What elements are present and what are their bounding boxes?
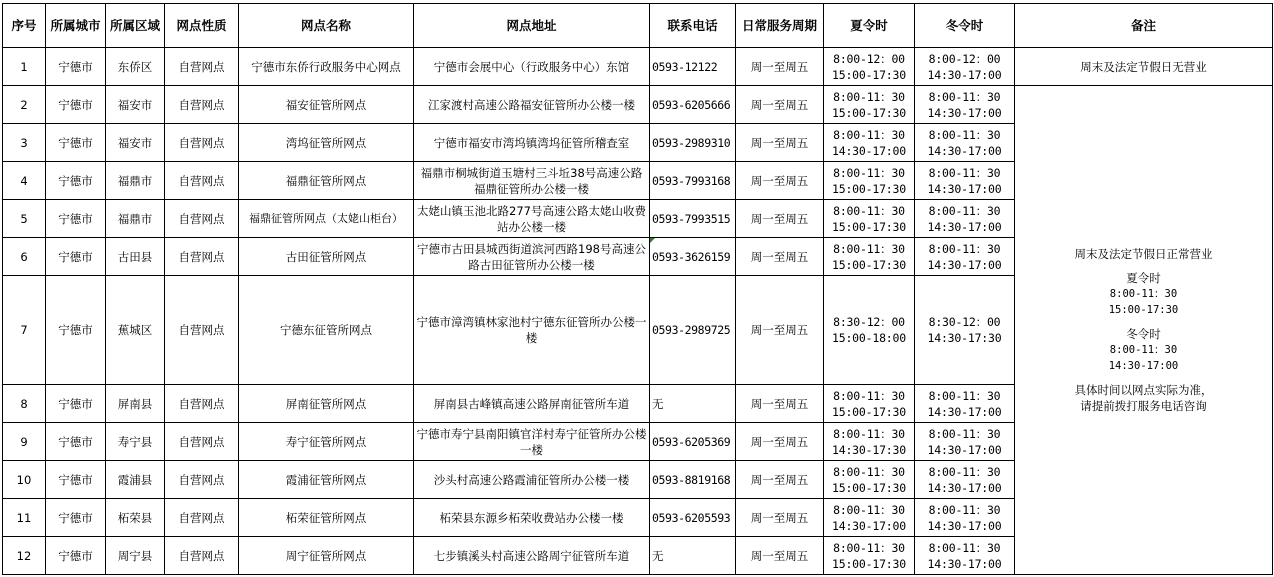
note-tip-line2: 请提前拨打服务电话咨询 <box>1080 399 1207 413</box>
summer-am: 8:00-11：30 <box>833 502 905 517</box>
cell-cycle: 周一至周五 <box>736 537 824 575</box>
cell-no: 12 <box>3 537 46 575</box>
cell-city: 宁德市 <box>46 200 106 238</box>
cell-no: 11 <box>3 499 46 537</box>
cell-summer <box>824 461 915 499</box>
cell-summer <box>824 48 915 86</box>
col-header-city: 所属城市 <box>46 4 106 48</box>
summer-pm: 15:00-17:30 <box>832 556 906 571</box>
cell-area: 东侨区 <box>106 48 165 86</box>
cell-cycle: 周一至周五 <box>736 200 824 238</box>
winter-pm: 14:30-17:00 <box>927 181 1002 196</box>
cell-city: 宁德市 <box>46 385 106 423</box>
summer-am: 8:00-11：30 <box>833 540 905 555</box>
cell-area: 霞浦县 <box>106 461 165 499</box>
cell-city: 宁德市 <box>46 124 106 162</box>
cell-name: 霞浦征管所网点 <box>239 461 414 499</box>
cell-winter <box>915 499 1015 537</box>
cell-type: 自营网点 <box>165 200 239 238</box>
cell-area: 周宁县 <box>106 537 165 575</box>
cell-area: 寿宁县 <box>106 423 165 461</box>
col-header-address: 网点地址 <box>414 4 650 48</box>
cell-cycle: 周一至周五 <box>736 48 824 86</box>
cell-type: 自营网点 <box>165 461 239 499</box>
cell-phone: 0593-3626159 <box>650 238 736 276</box>
summer-pm: 14:30-17:00 <box>832 518 906 533</box>
summer-pm: 15:00-17:30 <box>832 257 906 272</box>
cell-no: 8 <box>3 385 46 423</box>
note-summer-pm: 15:00-17:30 <box>1108 304 1179 316</box>
winter-pm: 14:30-17:00 <box>927 67 1002 82</box>
summer-am: 8:00-11：30 <box>833 165 905 180</box>
cell-city: 宁德市 <box>46 537 106 575</box>
cell-summer <box>824 124 915 162</box>
cell-name: 福鼎征管所网点 <box>239 162 414 200</box>
summer-pm: 14:30-17:00 <box>832 143 906 158</box>
cell-summer <box>824 385 915 423</box>
cell-address: 宁德市福安市湾坞镇湾坞征管所稽查室 <box>414 124 650 162</box>
cell-winter <box>915 86 1015 124</box>
cell-no: 4 <box>3 162 46 200</box>
cell-city: 宁德市 <box>46 48 106 86</box>
cell-cycle: 周一至周五 <box>736 423 824 461</box>
winter-am: 8:00-11：30 <box>928 502 1001 517</box>
summer-am: 8:00-11：30 <box>833 89 905 104</box>
cell-winter <box>915 385 1015 423</box>
cell-phone: 0593-6205593 <box>650 499 736 537</box>
cell-name: 柘荣征管所网点 <box>239 499 414 537</box>
cell-phone: 0593-2989725 <box>650 276 736 385</box>
winter-am: 8:00-11：30 <box>928 165 1001 180</box>
col-header-no: 序号 <box>3 4 46 48</box>
cell-area: 蕉城区 <box>106 276 165 385</box>
winter-am: 8:00-11：30 <box>928 464 1001 479</box>
cell-address: 宁德市漳湾镇林家池村宁德东征管所办公楼一楼 <box>414 276 650 385</box>
cell-name: 湾坞征管所网点 <box>239 124 414 162</box>
cell-winter <box>915 200 1015 238</box>
cell-summer <box>824 276 915 385</box>
summer-pm: 15:00-18:00 <box>832 331 906 345</box>
cell-winter <box>915 238 1015 276</box>
cell-type: 自营网点 <box>165 86 239 124</box>
winter-pm: 14:30-17:00 <box>927 257 1002 272</box>
cell-phone: 无 <box>650 385 736 423</box>
note-winter-pm: 14:30-17:00 <box>1108 360 1179 372</box>
col-header-summer: 夏令时 <box>824 4 915 48</box>
cell-no: 5 <box>3 200 46 238</box>
cell-city: 宁德市 <box>46 423 106 461</box>
cell-type: 自营网点 <box>165 385 239 423</box>
cell-city: 宁德市 <box>46 162 106 200</box>
winter-pm: 14:30-17:00 <box>927 105 1002 120</box>
cell-address: 沙头村高速公路霞浦征管所办公楼一楼 <box>414 461 650 499</box>
cell-summer <box>824 200 915 238</box>
cell-city: 宁德市 <box>46 461 106 499</box>
note-summer-title: 夏令时 <box>1126 271 1161 285</box>
cell-winter <box>915 423 1015 461</box>
note-winter-title: 冬令时 <box>1126 327 1161 341</box>
col-header-note: 备注 <box>1015 4 1273 48</box>
cell-area: 柘荣县 <box>106 499 165 537</box>
cell-cycle: 周一至周五 <box>736 124 824 162</box>
cell-city: 宁德市 <box>46 86 106 124</box>
cell-address: 宁德市会展中心（行政服务中心）东馆 <box>414 48 650 86</box>
cell-cycle: 周一至周五 <box>736 499 824 537</box>
summer-am: 8:00-11：30 <box>833 203 905 218</box>
cell-winter <box>915 461 1015 499</box>
cell-summer <box>824 537 915 575</box>
winter-pm: 14:30-17:00 <box>927 143 1002 158</box>
cell-city: 宁德市 <box>46 238 106 276</box>
cell-name: 宁德市东侨行政服务中心网点 <box>239 48 414 86</box>
summer-am: 8:00-11：30 <box>833 388 905 403</box>
cell-name: 古田征管所网点 <box>239 238 414 276</box>
note-weekend-open: 周末及法定节假日正常营业 <box>1074 247 1213 261</box>
col-header-cycle: 日常服务周期 <box>736 4 824 48</box>
summer-pm: 15:00-17:30 <box>832 67 906 82</box>
cell-no: 6 <box>3 238 46 276</box>
cell-city: 宁德市 <box>46 499 106 537</box>
cell-address: 江家渡村高速公路福安征管所办公楼一楼 <box>414 86 650 124</box>
winter-pm: 14:30-17:00 <box>927 518 1002 533</box>
cell-area: 福鼎市 <box>106 162 165 200</box>
cell-no: 7 <box>3 276 46 385</box>
cell-address: 宁德市寿宁县南阳镇官洋村寿宁征管所办公楼一楼 <box>414 423 650 461</box>
summer-pm: 15:00-17:30 <box>832 219 906 234</box>
cell-phone: 0593-2989310 <box>650 124 736 162</box>
cell-phone: 0593-6205369 <box>650 423 736 461</box>
cell-name: 福安征管所网点 <box>239 86 414 124</box>
cell-address: 柘荣县东源乡柘荣收费站办公楼一楼 <box>414 499 650 537</box>
cell-area: 福安市 <box>106 86 165 124</box>
cell-no: 3 <box>3 124 46 162</box>
cell-type: 自营网点 <box>165 48 239 86</box>
col-header-phone: 联系电话 <box>650 4 736 48</box>
winter-pm: 14:30-17:00 <box>927 480 1002 495</box>
cell-winter <box>915 537 1015 575</box>
cell-city: 宁德市 <box>46 276 106 385</box>
cell-phone: 无 <box>650 537 736 575</box>
col-header-type: 网点性质 <box>165 4 239 48</box>
cell-note: 周末及法定节假日无营业 <box>1015 48 1273 86</box>
cell-name: 福鼎征管所网点（太姥山柜台） <box>239 200 414 238</box>
cell-name: 屏南征管所网点 <box>239 385 414 423</box>
winter-am: 8:00-11：30 <box>928 127 1001 142</box>
winter-pm: 14:30-17:00 <box>927 404 1002 419</box>
service-outlet-table <box>2 3 1273 575</box>
cell-phone: 0593-7993515 <box>650 200 736 238</box>
cell-cycle: 周一至周五 <box>736 238 824 276</box>
winter-am: 8:00-11：30 <box>928 388 1001 403</box>
summer-am: 8:00-11：30 <box>833 241 905 256</box>
cell-area: 屏南县 <box>106 385 165 423</box>
cell-name: 周宁征管所网点 <box>239 537 414 575</box>
cell-area: 古田县 <box>106 238 165 276</box>
cell-summer <box>824 238 915 276</box>
cell-area: 福安市 <box>106 124 165 162</box>
winter-am: 8:00-11：30 <box>928 89 1001 104</box>
cell-no: 10 <box>3 461 46 499</box>
table-row <box>3 48 1273 86</box>
cell-cycle: 周一至周五 <box>736 86 824 124</box>
summer-pm: 15:00-17:30 <box>832 404 906 419</box>
summer-am: 8:00-11：30 <box>833 127 905 142</box>
cell-phone: 0593-8819168 <box>650 461 736 499</box>
cell-cycle: 周一至周五 <box>736 162 824 200</box>
cell-summer <box>824 499 915 537</box>
summer-am: 8:00-11：30 <box>833 464 905 479</box>
cell-cycle: 周一至周五 <box>736 385 824 423</box>
note-winter-am: 8:00-11：30 <box>1109 344 1178 356</box>
summer-pm: 14:30-17:30 <box>832 442 906 457</box>
cell-no: 1 <box>3 48 46 86</box>
cell-winter <box>915 276 1015 385</box>
cell-address: 太姥山镇玉池北路277号高速公路太姥山收费站办公楼一楼 <box>414 200 650 238</box>
cell-type: 自营网点 <box>165 162 239 200</box>
summer-pm: 15:00-17:30 <box>832 105 906 120</box>
winter-pm: 14:30-17:00 <box>927 556 1002 571</box>
summer-am: 8:00-11：30 <box>833 426 905 441</box>
cell-cycle: 周一至周五 <box>736 276 824 385</box>
cell-type: 自营网点 <box>165 423 239 461</box>
cell-summer <box>824 162 915 200</box>
cell-no: 2 <box>3 86 46 124</box>
cell-type: 自营网点 <box>165 238 239 276</box>
cell-summer <box>824 86 915 124</box>
cell-type: 自营网点 <box>165 499 239 537</box>
cell-area: 福鼎市 <box>106 200 165 238</box>
cell-winter <box>915 124 1015 162</box>
winter-am: 8:00-11：30 <box>928 203 1001 218</box>
table-row <box>3 86 1273 124</box>
summer-pm: 15:00-17:30 <box>832 480 906 495</box>
cell-phone: 0593-12122 <box>650 48 736 86</box>
summer-am: 8:30-12：00 <box>833 315 905 329</box>
cell-address: 福鼎市桐城街道玉塘村三斗坵38号高速公路福鼎征管所办公楼一楼 <box>414 162 650 200</box>
winter-pm: 14:30-17:30 <box>927 331 1002 345</box>
cell-cycle: 周一至周五 <box>736 461 824 499</box>
cell-phone: 0593-7993168 <box>650 162 736 200</box>
summer-pm: 15:00-17:30 <box>832 181 906 196</box>
cell-type: 自营网点 <box>165 276 239 385</box>
cell-winter <box>915 162 1015 200</box>
winter-am: 8:00-11：30 <box>928 540 1001 555</box>
summer-am: 8:00-12：00 <box>833 51 905 66</box>
cell-no: 9 <box>3 423 46 461</box>
header-row <box>3 4 1273 48</box>
cell-address: 屏南县古峰镇高速公路屏南征管所车道 <box>414 385 650 423</box>
cell-summer <box>824 423 915 461</box>
cell-address: 宁德市古田县城西街道滨河西路198号高速公路古田征管所办公楼一楼 <box>414 238 650 276</box>
note-summer-am: 8:00-11：30 <box>1109 288 1178 300</box>
cell-winter <box>915 48 1015 86</box>
note-tip-line1: 具体时间以网点实际为准， <box>1074 383 1213 397</box>
winter-am: 8:00-12：00 <box>928 51 1001 66</box>
col-header-area: 所属区域 <box>106 4 165 48</box>
cell-phone: 0593-6205666 <box>650 86 736 124</box>
cell-name: 寿宁征管所网点 <box>239 423 414 461</box>
cell-name: 宁德东征管所网点 <box>239 276 414 385</box>
winter-pm: 14:30-17:00 <box>927 219 1002 234</box>
cell-type: 自营网点 <box>165 124 239 162</box>
cell-type: 自营网点 <box>165 537 239 575</box>
col-header-winter: 冬令时 <box>915 4 1015 48</box>
cell-address: 七步镇溪头村高速公路周宁征管所车道 <box>414 537 650 575</box>
winter-am: 8:00-11：30 <box>928 241 1001 256</box>
winter-am: 8:00-11：30 <box>928 426 1001 441</box>
cell-note-group <box>1015 86 1273 575</box>
winter-pm: 14:30-17:00 <box>927 442 1002 457</box>
winter-am: 8:30-12：00 <box>928 315 1001 329</box>
col-header-name: 网点名称 <box>239 4 414 48</box>
